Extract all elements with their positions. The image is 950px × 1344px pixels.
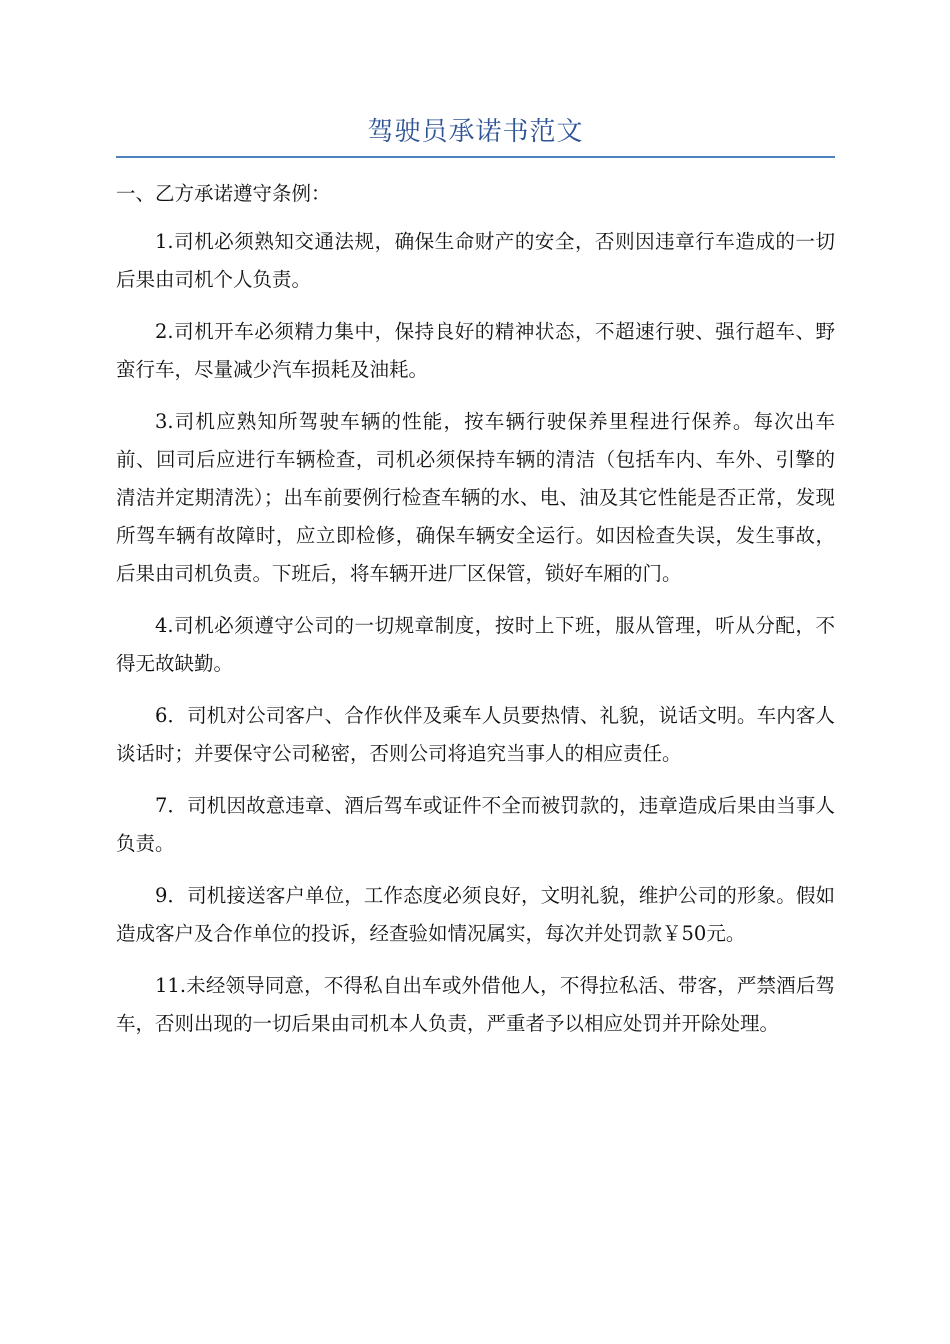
section-heading: 一、乙方承诺遵守条例： — [116, 182, 331, 205]
document-body — [116, 175, 835, 1057]
paragraph-11: 11.未经领导同意，不得私自出车或外借他人，不得拉私活、带客，严禁酒后驾车，否则出现的一切后果由司机本人负责，严重者予以相应处罚并开除处理。 — [116, 974, 835, 1035]
paragraph-7: 7．司机因故意违章、酒后驾车或证件不全而被罚款的，违章造成后果由当事人负责。 — [116, 794, 835, 855]
paragraph-4: 4.司机必须遵守公司的一切规章制度，按时上下班，服从管理，听从分配，不得无故缺勤。 — [116, 614, 835, 675]
paragraph-3: 3.司机应熟知所驾驶车辆的性能，按车辆行驶保养里程进行保养。每次出车前、回司后应进行车辆检查，司机必须保持车辆的清洁（包括车内、车外、引擎的清洁并定期清洗）；出车前要例行检查车辆的水、电、油及其它性能是否正常，发现所驾车辆有故障时，应立即检修，确保车辆安全运行。如因检查失误，发生事故，后果由司机负责。下班后，将车辆开进厂区保管，锁好车厢的门。 — [116, 410, 835, 585]
title-block — [116, 112, 835, 158]
paragraph-2: 2.司机开车必须精力集中，保持良好的精神状态，不超速行驶、强行超车、野蛮行车，尽量减少汽车损耗及油耗。 — [116, 320, 835, 381]
paragraph-1: 1.司机必须熟知交通法规，确保生命财产的安全，否则因违章行车造成的一切后果由司机个人负责。 — [116, 230, 835, 291]
paragraph-6: 6．司机对公司客户、合作伙伴及乘车人员要热情、礼貌，说话文明。车内客人谈话时；并要保守公司秘密，否则公司将追究当事人的相应责任。 — [116, 704, 835, 765]
paragraph-9: 9．司机接送客户单位，工作态度必须良好，文明礼貌，维护公司的形象。假如造成客户及合作单位的投诉，经查验如情况属实，每次并处罚款￥50元。 — [116, 884, 835, 945]
page-title: 驾驶员承诺书范文 — [367, 117, 584, 147]
